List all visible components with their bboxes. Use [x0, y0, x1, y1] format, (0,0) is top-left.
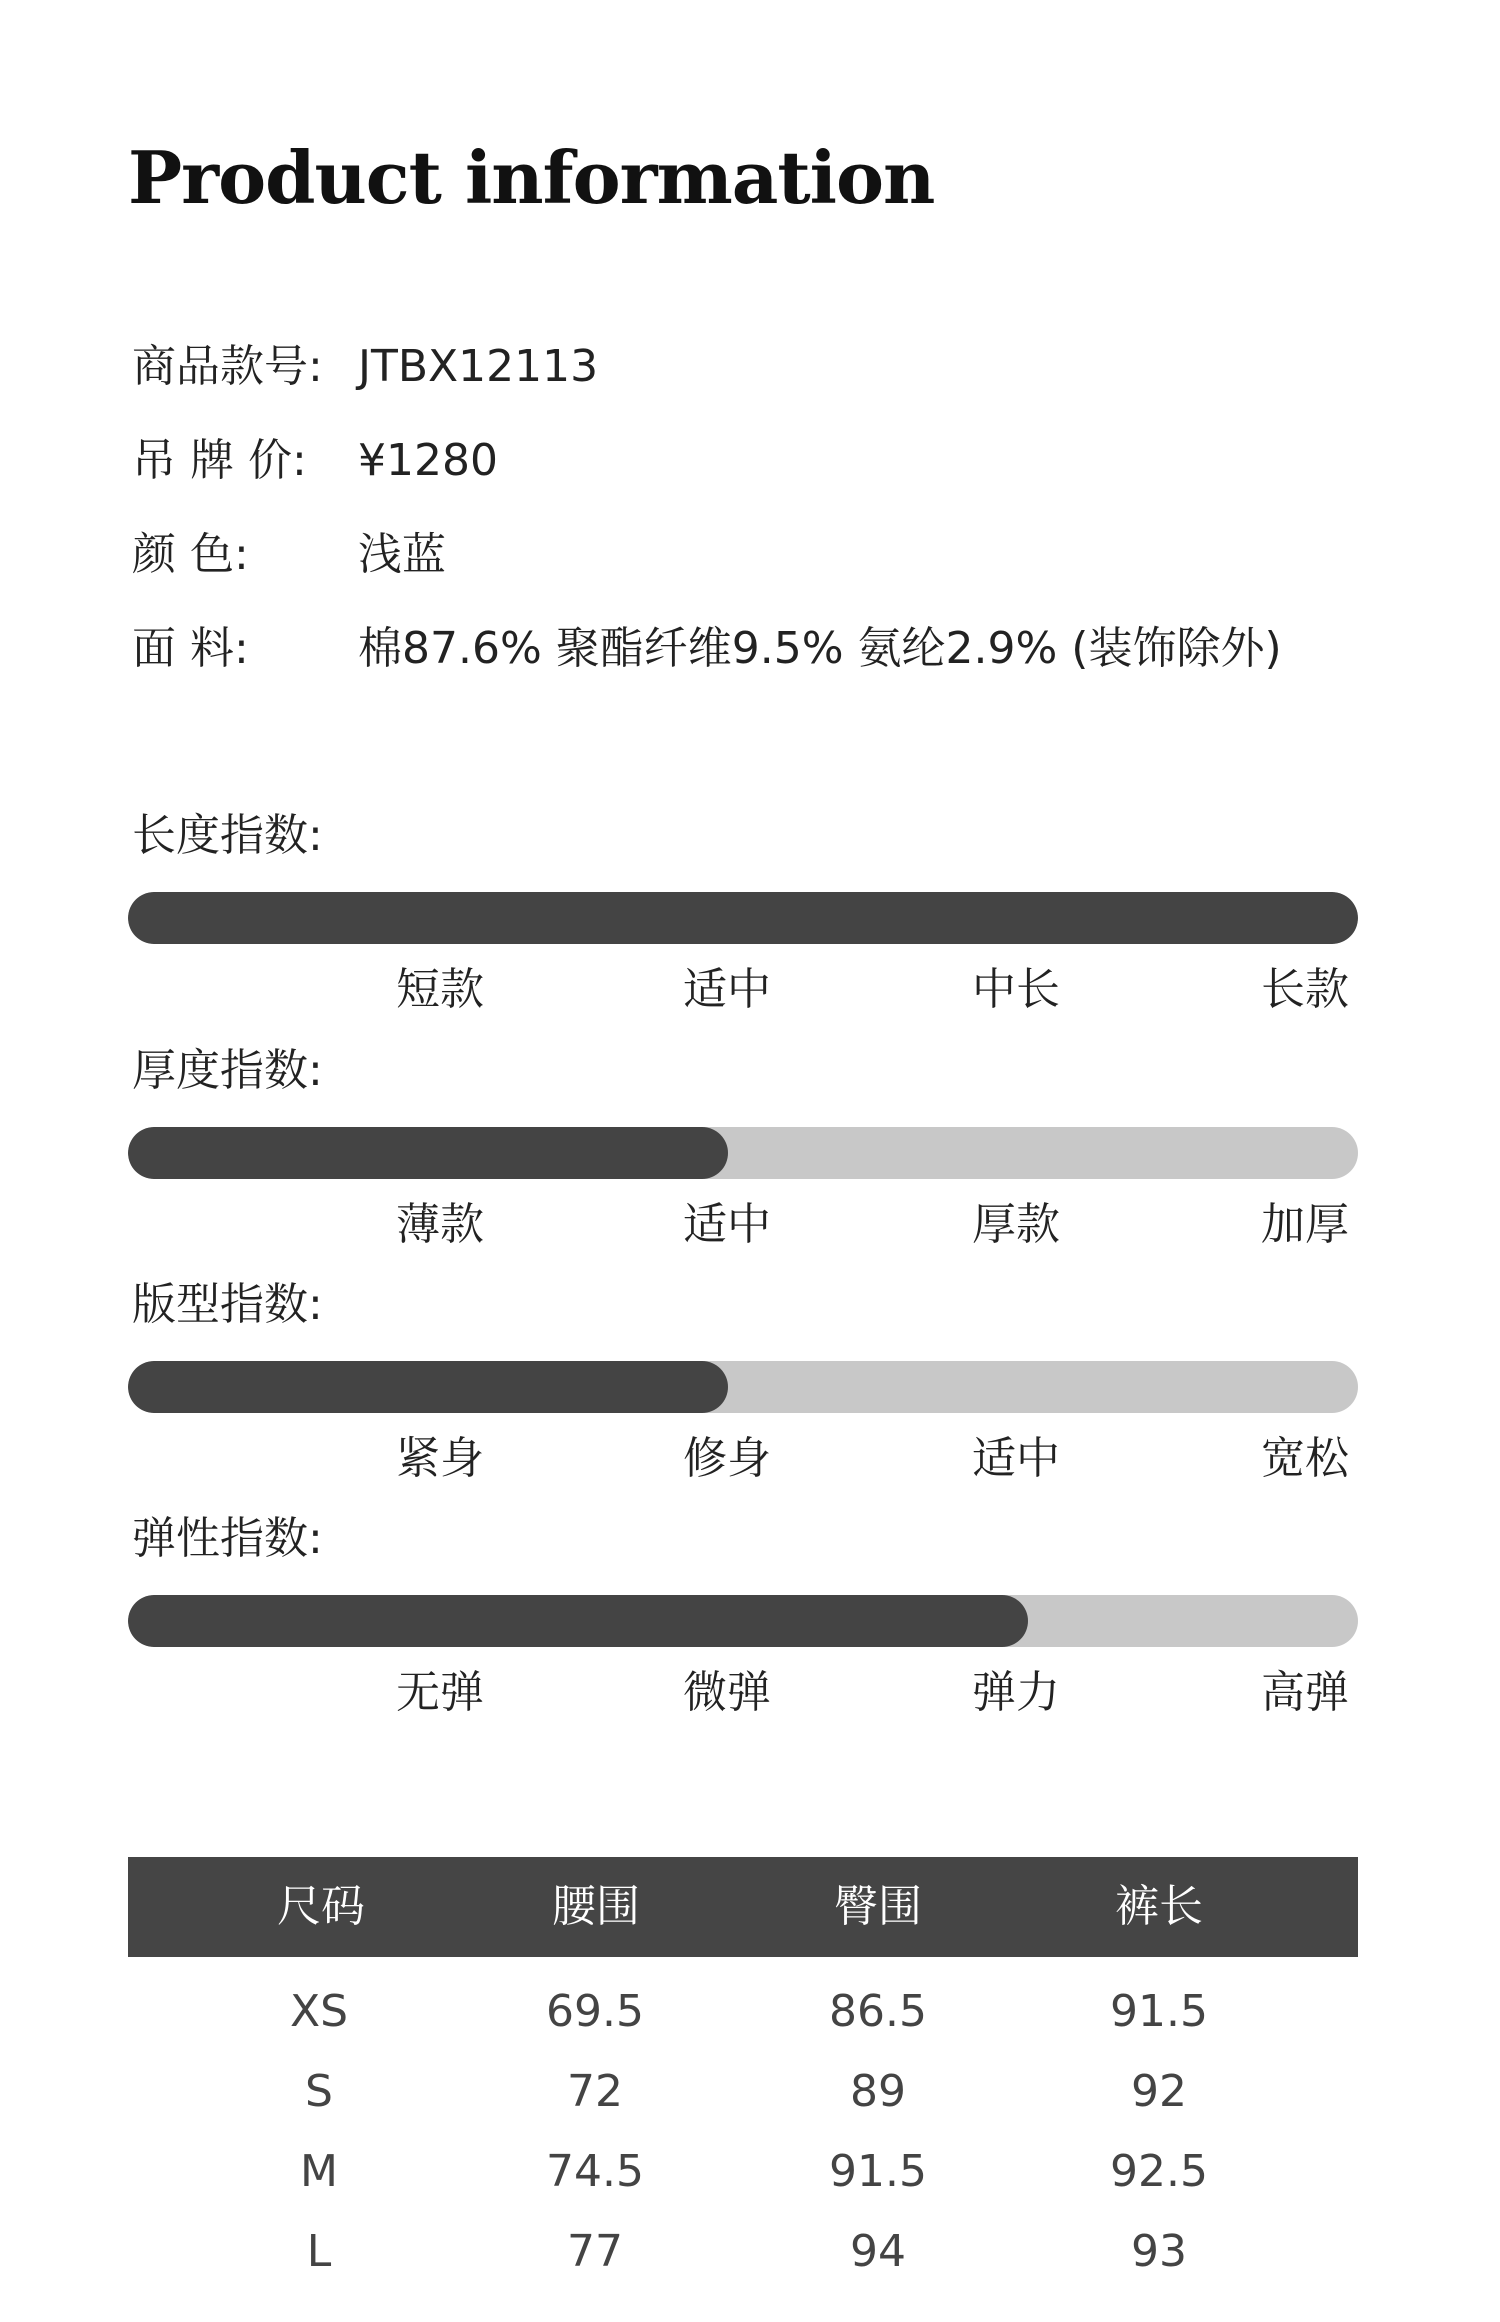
elasticity-index-tick: 微弹 [683, 1667, 771, 1718]
size-table-header-cell: 臀围 [834, 1881, 922, 1932]
info-label: 颜 色: [132, 529, 249, 580]
length-index-tick: 中长 [972, 964, 1060, 1015]
table-cell: 74.5 [546, 2146, 644, 2197]
info-label: 面 料: [132, 623, 249, 674]
info-row-fabric [132, 619, 1282, 679]
table-cell: 72 [567, 2066, 623, 2117]
page-title: Product information [128, 135, 935, 220]
table-cell: 94 [850, 2226, 906, 2277]
table-cell: L [306, 2226, 332, 2277]
info-value: 棉87.6% 聚酯纤维9.5% 氨纶2.9% (装饰除外) [358, 623, 1282, 674]
elasticity-index-title: 弹性指数: [132, 1513, 323, 1564]
table-cell: 91.5 [1110, 1986, 1208, 2037]
length-index-tick: 短款 [396, 964, 484, 1015]
length-index-bar-fill [128, 892, 1358, 944]
info-row-style-number [132, 337, 598, 397]
table-cell: S [305, 2066, 333, 2117]
length-index-tick: 适中 [683, 964, 771, 1015]
length-index-tick: 长款 [1261, 964, 1349, 1015]
thickness-index-tick: 厚款 [972, 1199, 1060, 1250]
elasticity-index-tick: 无弹 [396, 1667, 484, 1718]
table-cell: 69.5 [546, 1986, 644, 2037]
thickness-index-bar-fill [128, 1127, 728, 1179]
fit-index-bar-fill [128, 1361, 728, 1413]
thickness-index-tick: 薄款 [396, 1199, 484, 1250]
length-index-title: 长度指数: [132, 810, 323, 861]
fit-index-tick: 修身 [683, 1433, 771, 1484]
thickness-index-bar [128, 1127, 1358, 1179]
table-cell: 93 [1131, 2226, 1187, 2277]
table-cell: 91.5 [829, 2146, 927, 2197]
table-row [0, 1972, 1500, 2052]
elasticity-index-bar [128, 1595, 1358, 1647]
info-value: ¥1280 [358, 435, 498, 486]
fit-index-tick: 紧身 [396, 1433, 484, 1484]
size-table-header-cell: 腰围 [552, 1881, 640, 1932]
thickness-index-title: 厚度指数: [132, 1045, 323, 1096]
table-cell: 77 [567, 2226, 623, 2277]
fit-index-tick: 适中 [972, 1433, 1060, 1484]
thickness-index-tick: 适中 [683, 1199, 771, 1250]
size-table-header-cell: 裤长 [1115, 1881, 1203, 1932]
table-row [0, 2052, 1500, 2132]
elasticity-index-tick: 弹力 [972, 1667, 1060, 1718]
table-cell: 92.5 [1110, 2146, 1208, 2197]
info-label: 商品款号: [132, 341, 323, 392]
info-value: JTBX12113 [358, 341, 599, 392]
elasticity-index-tick: 高弹 [1261, 1667, 1349, 1718]
length-index-bar [128, 892, 1358, 944]
elasticity-index-bar-fill [128, 1595, 1028, 1647]
table-cell: 92 [1131, 2066, 1187, 2117]
fit-index-bar [128, 1361, 1358, 1413]
table-row [0, 2132, 1500, 2212]
fit-index-title: 版型指数: [132, 1279, 323, 1330]
size-table-header [128, 1857, 1358, 1957]
size-table-header-cell: 尺码 [277, 1881, 365, 1932]
table-cell: M [300, 2146, 338, 2197]
table-row [0, 2212, 1500, 2292]
table-cell: XS [289, 1986, 349, 2037]
info-row-tag-price [132, 431, 498, 491]
info-value: 浅蓝 [358, 529, 446, 580]
info-label: 吊 牌 价: [132, 435, 307, 486]
info-row-color [132, 525, 446, 585]
fit-index-tick: 宽松 [1261, 1433, 1349, 1484]
table-cell: 89 [850, 2066, 906, 2117]
thickness-index-tick: 加厚 [1261, 1199, 1349, 1250]
table-cell: 86.5 [829, 1986, 927, 2037]
